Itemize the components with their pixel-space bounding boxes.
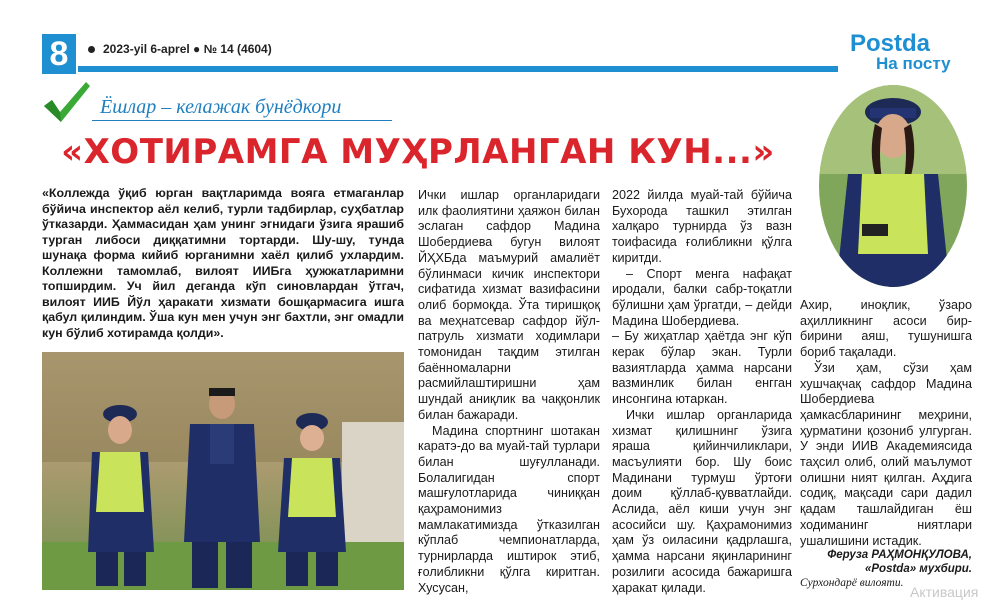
paragraph: Ахир, иноқлик, ўзаро аҳилликнинг асоси бир-бирини аяш, тушунишга бориб тақалади. bbox=[800, 298, 972, 360]
header-rule bbox=[78, 66, 838, 72]
lead-paragraph: «Коллежда ўқиб юрган вақтларимда воягa етмаганлар бўйича инспектор аёл келиб, турли тадбирлар, суҳбатлар ўтказарди. Ҳаммасидан ҳам унинг эгнидаги ўзига ярашиб турган либоси диққатимни тортарди. Шу-шу, тунда шунақа форма кийиб юрганимни хаёл қилиб ухлардим. Коллежни тамомлаб, вилоят ИИБга ҳужжатларимни топширдим. Уч йил деганда кўп синовлардан ўтгач, вилоят ИИБ Йўл ҳаракати хизмати бошқармасига ишга қабул қилиндим. Ўша кун мен учун энг бахтли, энг омадли кун бўлиб хотирамда қолди». bbox=[42, 186, 404, 340]
issue-info bbox=[88, 42, 272, 56]
newspaper-logo bbox=[848, 30, 978, 76]
rubric-underline bbox=[92, 120, 392, 121]
headline: «ХОТИРАМГА МУҲРЛАНГАН КУН...» bbox=[61, 132, 775, 172]
portrait-photo bbox=[818, 84, 968, 288]
column-3 bbox=[612, 188, 792, 596]
activation-watermark: Активация bbox=[910, 584, 979, 600]
rubric: Ёшлар – келажак бунёдкори bbox=[100, 96, 342, 118]
paragraph: Ўзи ҳам, сўзи ҳам хушчақчақ сафдор Мадина Шобердиева ҳамкасбларининг меҳрини, ҳурматини қозониб улгурган. У энди ИИВ Академиясида таҳсил олиб, олий маълумот олишни ният қилган. Аҳдига содиқ, мақсади сари дадил қадам ташлайдиган ёш ходиманинг ниятлари ушалишини истадик. bbox=[800, 360, 972, 548]
paragraph: 2022 йилда муай-тай бўйича Бухорода ташкил этилган халқаро турнирда ўз вазн тоифасида ғолибликни қўлга киритди. bbox=[612, 188, 792, 265]
logo-line2: На посту bbox=[876, 54, 951, 73]
paragraph: Ички ишлар органларида хизмат қилишнинг ўзига яраша қийинчиликлари, масъулияти бор. Шу боис Мадинани турмуш ўртоғи доим қўллаб-қувватлайди. Аслида, аёл киши учун энг асосийси шу. Қаҳрамонимиз ҳам ўз оиласини қадрлашга, ҳамма нарсани яқинларининг розилиги асосида бажаришга ҳаракат қилади. bbox=[612, 407, 792, 595]
column-2 bbox=[418, 188, 600, 596]
paragraph: Ички ишлар органларидаги илк фаолиятини ҳаяжон билан эслаган сафдор Мадина Шобердиева бугун вилоят ЙҲХБда маъмурий амалиёт бўлинмаси кичик инспектори сифатида хизмат вазифасини олиб бормоқда. Ўта тиришқоқ ва меҳнатсевар сафдор йўл-патруль хизмати ходимлари томонидан тақдим этилган баённомаларни расмийлаштиришни ҳам шундай аниқлик ва чаққонлик билан бажаради. bbox=[418, 188, 600, 422]
byline-role: «Postda» мухбири. bbox=[864, 563, 972, 575]
bullet-icon bbox=[88, 46, 95, 53]
page-number: 8 bbox=[42, 34, 76, 74]
logo-line1: Postda bbox=[850, 30, 931, 57]
paragraph: – Спорт менга нафақат иродали, балки сабр-тоқатли бўлишни ҳам ўргатди, – дейди Мадина Шобердиева. bbox=[612, 266, 792, 328]
column-4 bbox=[800, 298, 972, 549]
group-photo bbox=[42, 352, 404, 590]
paragraph: – Бу жиҳатлар ҳаётда энг кўп керак бўлар экан. Турли вазиятларда ҳамма нарсани вазминлик билан енгган инсонгина ютаркан. bbox=[612, 329, 792, 407]
byline-author: Феруза РАҲМОНҚУЛОВА, bbox=[827, 549, 972, 561]
paragraph: Мадина спортнинг шотакан каратэ-до ва муай-тай турлари билан шуғулланади. Болалигидан спорт машғулотларида чиниққан қаҳрамонимиз мамлакатимизда ўтказилган кўплаб чемпионатларда, турнирларда иштирок этиб, ғолибликни қўлга киритган. Хусусан, bbox=[418, 423, 600, 595]
issue-info-text: 2023-yil 6-aprel ● № 14 (4604) bbox=[103, 42, 272, 56]
byline-region: Сурхондарё вилояти. bbox=[800, 577, 904, 589]
check-icon bbox=[40, 78, 92, 128]
